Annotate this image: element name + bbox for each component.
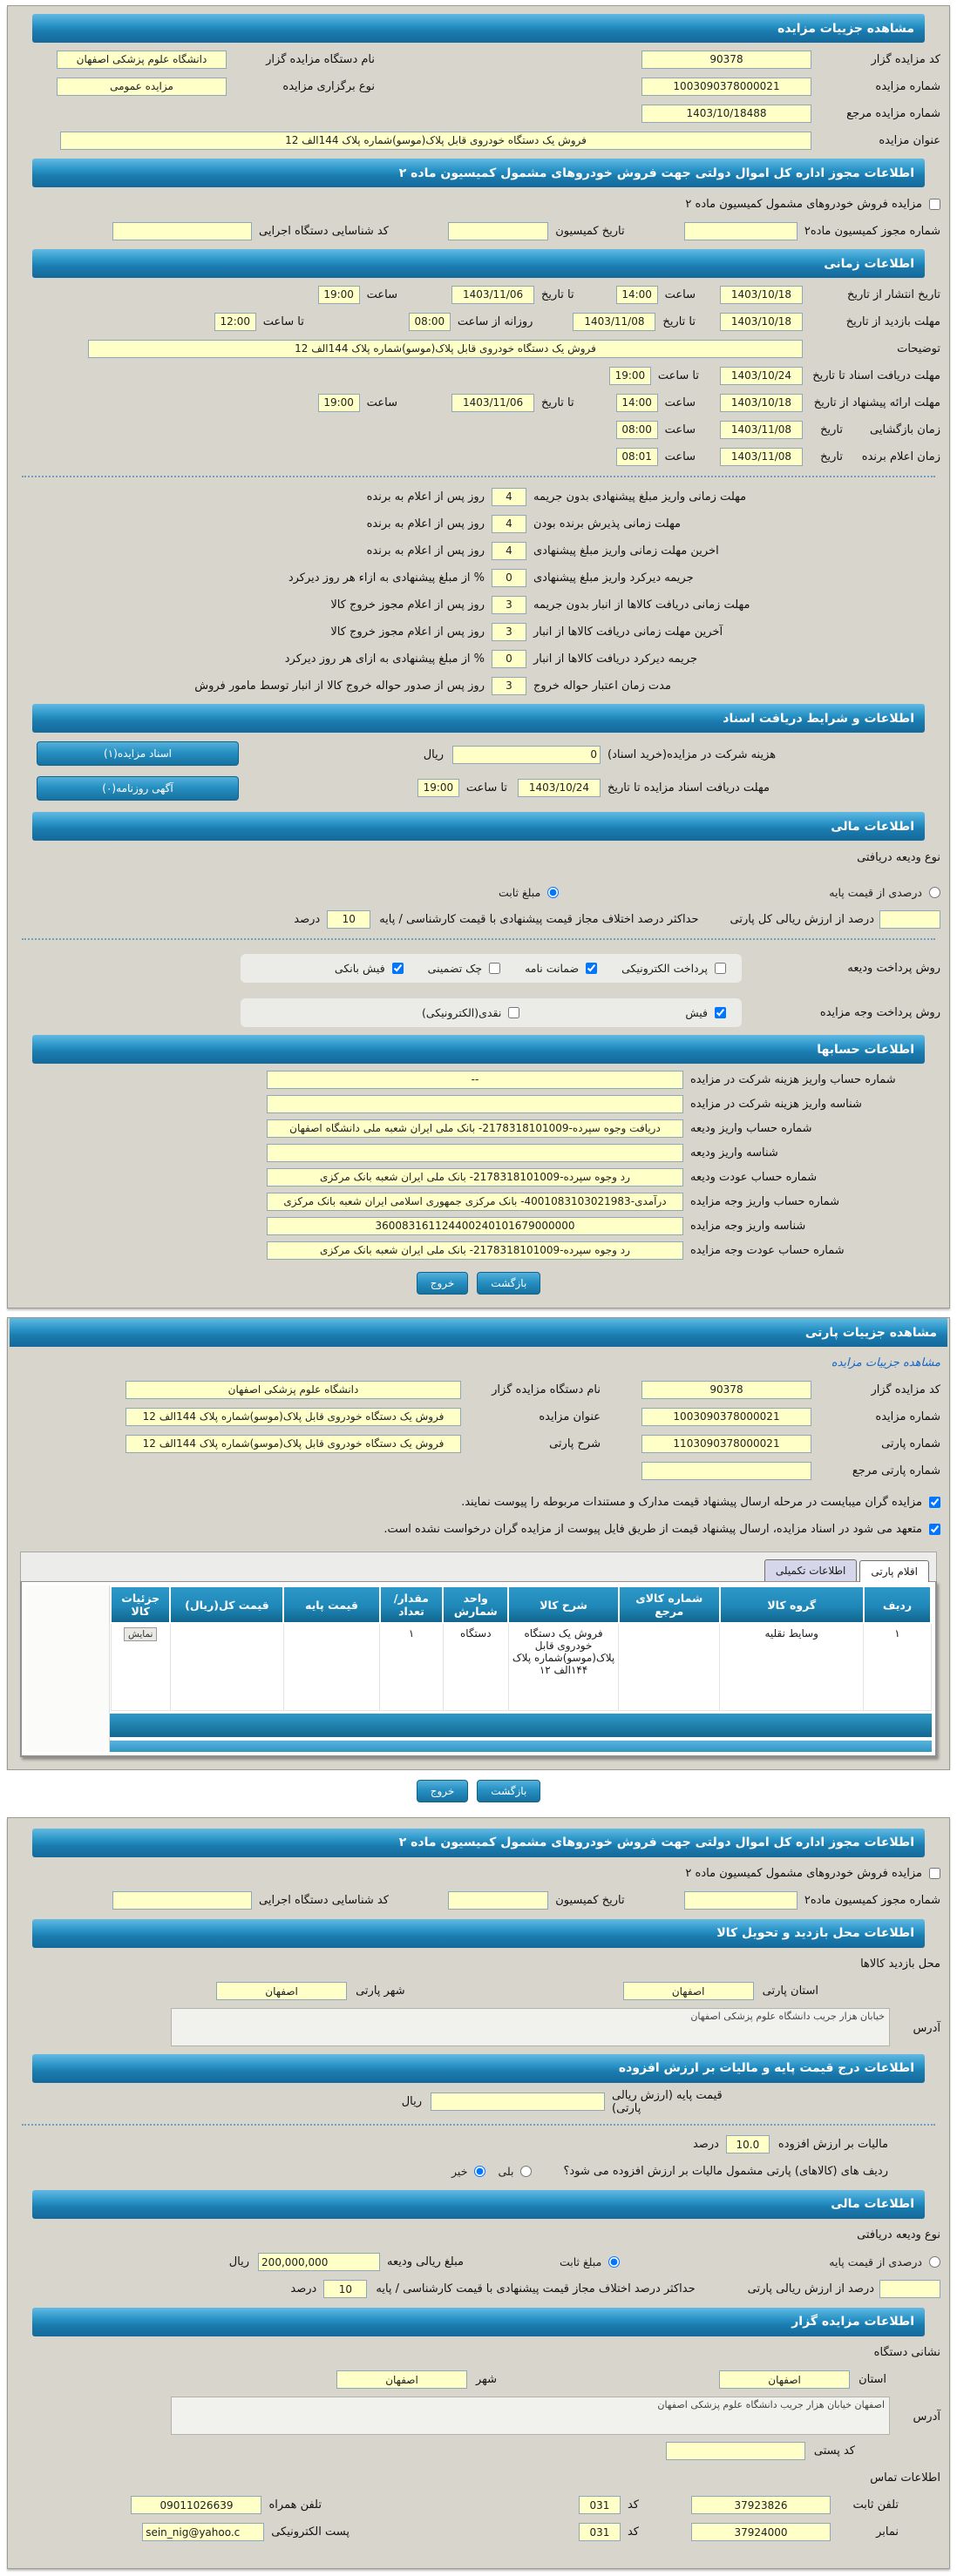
penalty-value[interactable] (492, 542, 526, 560)
account-field[interactable] (267, 1193, 683, 1211)
penalty-value[interactable] (492, 650, 526, 668)
cell-ref-goods-no (619, 1623, 720, 1710)
docs-deadline2-label: مهلت دریافت اسناد مزایده تا تاریخ (607, 781, 770, 794)
bidder-code-field[interactable] (641, 51, 811, 69)
deposit-type-label: نوع ودیعه دریافتی (857, 850, 940, 864)
tab-party-items[interactable]: اقلام پارتی (859, 1560, 929, 1582)
permit-no-field-2[interactable] (684, 1891, 798, 1910)
hour-label: ساعت (664, 396, 696, 409)
account-field[interactable] (267, 1119, 683, 1138)
party-city-label: شهر پارتی (356, 1984, 405, 1998)
party-tabs (20, 1552, 937, 1581)
section-header-party-details (10, 1318, 947, 1347)
radio-percent-of-base-2[interactable]: درصدی از قیمت پایه (829, 2255, 940, 2268)
penalty-value[interactable] (492, 623, 526, 641)
notes-field[interactable] (88, 340, 803, 358)
party-details-panel (7, 1317, 950, 1770)
hour-label: ساعت (664, 450, 696, 463)
area-code-label: کد (627, 2498, 639, 2512)
cash-electronic-checkbox[interactable] (508, 1007, 519, 1018)
vat-label: مالیات بر ارزش افزوده (777, 2138, 888, 2151)
party-ref-field[interactable] (641, 1462, 811, 1480)
col-base-price: قیمت پایه (283, 1586, 379, 1623)
commission-date-label: تاریخ کمیسیون (555, 1894, 625, 1907)
party-province-label: استان پارتی (762, 1984, 818, 1998)
offer-time-to[interactable] (318, 394, 360, 412)
city-field[interactable] (336, 2370, 467, 2389)
offer-date-to[interactable] (451, 394, 534, 412)
deposit-amount-label: مبلغ ریالی ودیعه (387, 2255, 464, 2268)
winner-time[interactable] (616, 448, 658, 466)
docs-deadline-time[interactable] (609, 367, 651, 385)
account-field[interactable] (267, 1168, 683, 1187)
auction-pay-method-label: روش پرداخت وجه مزایده (819, 1006, 940, 1019)
party-auction-no-label: شماره مزایده (875, 1410, 940, 1423)
slip-checkbox[interactable] (715, 1007, 726, 1018)
auction-docs-button[interactable]: اسناد مزایده(۱) (37, 741, 239, 766)
penalty-label: مهلت زمانی پذیرش برنده بودن (533, 517, 682, 531)
account-field[interactable] (267, 1095, 683, 1113)
article2-checkbox-label: مزایده فروش خودروهای مشمول کمیسیون ماده ۲ (685, 197, 922, 211)
publish-date-from[interactable] (720, 286, 803, 304)
party-desc-field[interactable] (126, 1435, 461, 1453)
auction-no-field[interactable] (641, 78, 811, 96)
email-field[interactable] (142, 2523, 264, 2541)
party-auction-no-field[interactable] (641, 1408, 811, 1426)
no-file-offer-checkbox[interactable] (929, 1524, 940, 1535)
account-field[interactable] (267, 1217, 683, 1235)
party-no-label: شماره پارتی (881, 1437, 940, 1450)
dotted-divider (22, 938, 935, 940)
radio-vat-yes[interactable]: بلی (498, 2165, 532, 2178)
auction-type-field[interactable] (57, 78, 227, 96)
visit-date-to[interactable] (573, 313, 655, 331)
docs-deadline-label: مهلت دریافت اسناد تا تاریخ (812, 368, 940, 382)
opening-time-label: زمان بازگشایی (870, 423, 940, 436)
party-items-grid (20, 1581, 937, 1757)
org-address-label: آدرس (913, 2410, 940, 2424)
party-org-name-label: نام دستگاه مزایده گزار (492, 1383, 601, 1396)
section-header-financial-1 (32, 812, 925, 841)
mobile-field[interactable] (131, 2496, 261, 2514)
certified-check-checkbox[interactable] (489, 963, 500, 974)
section-title: اطلاعات مالی (831, 2197, 914, 2211)
phone-code-field[interactable] (579, 2496, 621, 2514)
table-header-row (111, 1586, 931, 1623)
province-label: استان (859, 2373, 886, 2386)
table-row (111, 1623, 931, 1710)
penalty-suffix: روز پس از اعلام به برنده (366, 517, 485, 531)
rial-label: ریال (228, 2255, 250, 2268)
vat-field[interactable] (726, 2135, 770, 2153)
cell-unit: دستگاه (443, 1623, 508, 1710)
ref-no-field[interactable] (641, 105, 811, 123)
phone-field[interactable] (691, 2496, 831, 2514)
max-diff-label: حداکثر درصد اختلاف مجاز قیمت پیشنهادی با قیمت کارشناسی / پایه (379, 912, 699, 926)
attachments-required-checkbox[interactable] (929, 1497, 940, 1508)
party-bidder-code-label: کد مزایده گزار (871, 1383, 940, 1396)
col-total-price: قیمت کل(ریال) (170, 1586, 283, 1623)
hour-label: ساعت (366, 396, 398, 409)
penalty-label: جریمه دیرکرد دریافت کالاها از انبار (533, 652, 697, 666)
section-title: اطلاعات حسابها (817, 1042, 914, 1057)
exec-id-field[interactable] (112, 222, 252, 240)
base-price-field[interactable] (431, 2093, 605, 2111)
fax-field[interactable] (691, 2523, 831, 2541)
party-org-name-field[interactable] (126, 1381, 461, 1399)
commission-date-field[interactable] (448, 222, 548, 240)
base-price-label: قیمت پایه (ارزش ریالی پارتی) (612, 2088, 723, 2115)
col-goods-desc: شرح کالا (508, 1586, 619, 1623)
permit-no-label: شماره مجوز کمیسیون ماده۲ (804, 224, 940, 238)
percent-of-party-value-label: درصد از ارزش ریالی پارتی (747, 2282, 874, 2295)
account-field[interactable] (267, 1241, 683, 1260)
back-button[interactable]: بازگشت (477, 1780, 540, 1802)
col-goods-group: گروه کالا (720, 1586, 864, 1623)
account-label: شماره حساب واریز هزینه شرکت در مزایده (690, 1072, 896, 1086)
percent-of-party-value-label: درصد از ارزش ریالی کل پارتی (730, 912, 874, 926)
party-province-field[interactable] (623, 1982, 754, 2000)
party-auction-title-field[interactable] (126, 1408, 461, 1426)
notes-label: توضیحات (897, 341, 940, 355)
section-title: اطلاعات و شرایط دریافت اسناد (723, 711, 914, 726)
penalty-label: مدت زمان اعتبار حواله خروج (533, 679, 671, 693)
visit-time-to[interactable] (214, 313, 256, 331)
cell-goods-desc: فروش یک دستگاه خودروی قابل پلاک(موسو)شماره پلاک ۱۴۴الف ۱۲ (508, 1623, 619, 1710)
section-title: اطلاعات محل بازدید و تحویل کالا (716, 1926, 914, 1940)
vat-yes-radio[interactable] (520, 2166, 532, 2177)
account-label: شماره حساب واریز وجه مزایده (690, 1194, 840, 1208)
docs-deadline-date[interactable] (720, 367, 803, 385)
city-label: شهر (476, 2373, 498, 2386)
hour-label: ساعت (664, 423, 696, 436)
phone-label: تلفن ثابت (852, 2498, 899, 2512)
to-date-label: تا تاریخ (662, 314, 696, 328)
party-address-label: آدرس (913, 2021, 940, 2035)
penalty-suffix: % از مبلغ پیشنهادی به ازاء هر روز دیرکرد (288, 571, 485, 585)
section-title: مشاهده جزییات مزایده (777, 21, 914, 36)
auction-title-field[interactable] (60, 132, 811, 150)
visit-date-label: مهلت بازدید از تاریخ (845, 314, 940, 328)
article2-checkbox-label: مزایده فروش خودروهای مشمول کمیسیون ماده ۲ (685, 1867, 922, 1880)
col-row-no: ردیف (864, 1586, 931, 1623)
winner-date[interactable] (720, 448, 803, 466)
grid-footer-bar (110, 1714, 932, 1737)
percent-of-base-radio-2[interactable] (929, 2256, 940, 2268)
penalty-value[interactable] (492, 569, 526, 587)
fax-code-field[interactable] (579, 2523, 621, 2541)
section-header-docs-conditions (32, 704, 925, 733)
col-qty: مقدار/ تعداد (380, 1586, 444, 1623)
percent-unit-label: درصد (290, 2282, 317, 2295)
hour-label: ساعت (366, 287, 398, 301)
dotted-divider (22, 476, 935, 477)
penalty-suffix: روز پس از صدور حواله خروج کالا از انبار توسط مامور فروش (194, 679, 485, 693)
section-title: اطلاعات مجوز اداره کل اموال دولتی جهت فروش خودروهای مشمول کمیسیون ماده ۲ (398, 1836, 914, 1849)
commission-date-label: تاریخ کمیسیون (555, 224, 625, 238)
exec-id-label: کد شناسایی دستگاه اجرایی (258, 224, 389, 238)
participation-cost-field[interactable] (452, 746, 601, 764)
docs-deadline2-date[interactable] (518, 779, 601, 797)
penalty-suffix: روز پس از اعلام مجوز خروج کالا (330, 598, 485, 612)
pay-option-guarantee[interactable]: ضمانت نامه (525, 962, 597, 975)
col-ref-goods-no: شماره کالای مرجع (619, 1586, 720, 1623)
date-word-label: تاریخ (820, 423, 843, 436)
opening-time[interactable] (616, 421, 658, 439)
party-city-field[interactable] (216, 1982, 347, 2000)
max-diff-label: حداکثر درصد اختلاف مجاز قیمت پیشنهادی با قیمت کارشناسی / پایه (376, 2282, 696, 2295)
pay-option-bank-slip[interactable]: فیش بانکی (335, 962, 404, 975)
rial-label: ریال (423, 747, 444, 761)
section-header-base-price-vat (32, 2054, 925, 2083)
percent-of-base-radio[interactable] (929, 887, 940, 898)
fixed-amount-radio-2[interactable] (608, 2256, 620, 2268)
section-title: اطلاعات درج قیمت پایه و مالیات بر ارزش افزوده (618, 2061, 914, 2075)
auction-type-label: نوع برگزاری مزایده (282, 79, 375, 93)
section-header-visit-location (32, 1919, 925, 1948)
postal-code-field[interactable] (666, 2442, 805, 2460)
account-label: شناسه واریز ودیعه (690, 1146, 778, 1160)
publish-time-from[interactable] (616, 286, 658, 304)
offer-time-from[interactable] (616, 394, 658, 412)
deposit-pay-method-label: روش پرداخت ودیعه (847, 962, 940, 975)
penalty-suffix: روز پس از اعلام به برنده (366, 490, 485, 504)
exec-id-label: کد شناسایی دستگاه اجرایی (258, 1894, 389, 1907)
section-header-permit (32, 159, 925, 187)
account-label: شناسه واریز وجه مزایده (690, 1219, 806, 1233)
radio-percent-of-base[interactable]: درصدی از قیمت پایه (829, 886, 940, 899)
account-field[interactable] (267, 1144, 683, 1162)
newspaper-ad-button[interactable]: آگهی روزنامه(۰) (37, 776, 239, 801)
penalty-suffix: % از مبلغ پیشنهادی به ازای هر روز دیرکرد (284, 652, 485, 666)
section-title: اطلاعات مزایده گزار (791, 2315, 914, 2329)
ref-no-label: شماره مزایده مرجع (846, 106, 940, 120)
party-bidder-code-field[interactable] (641, 1381, 811, 1399)
electronic-pay-checkbox[interactable] (715, 963, 726, 974)
view-details-button[interactable]: نمایش (124, 1627, 158, 1641)
grid-left-gutter (25, 1585, 110, 1752)
section-header-financial-2 (32, 2190, 925, 2219)
account-label: شماره حساب عودت وجه مزایده (690, 1243, 845, 1257)
visit-date-from[interactable] (720, 313, 803, 331)
to-date-label: تا تاریخ (541, 396, 574, 409)
percent-unit-label: درصد (692, 2138, 719, 2151)
col-unit: واحد شمارش (443, 1586, 508, 1623)
opening-date[interactable] (720, 421, 803, 439)
tab-additional-info[interactable]: اطلاعات تکمیلی (764, 1559, 857, 1581)
commission-date-field-2[interactable] (448, 1891, 548, 1910)
no-file-offer-label: متعهد می شود در اسناد مزایده، ارسال پیشنهاد قیمت از طریق فایل پیوست از مزایده گران درخواست نشده است. (383, 1522, 922, 1536)
publish-date-to[interactable] (451, 286, 534, 304)
to-hour-label: تا ساعت (262, 314, 304, 328)
to-date-label: تا تاریخ (541, 287, 574, 301)
party-no-field[interactable] (641, 1435, 811, 1453)
docs-deadline2-time[interactable] (417, 779, 459, 797)
section-title: اطلاعات مالی (831, 819, 914, 834)
grid-footer-bar-2 (110, 1741, 932, 1752)
party-items-table (110, 1585, 932, 1711)
visit-time-from[interactable] (409, 313, 451, 331)
cell-qty: ۱ (380, 1623, 444, 1710)
province-field[interactable] (719, 2370, 850, 2389)
org-name-field[interactable] (57, 51, 227, 69)
permit-no-label: شماره مجوز کمیسیون ماده۲ (804, 1894, 940, 1907)
org-address-field[interactable] (171, 2397, 890, 2435)
cell-row-no: ۱ (864, 1623, 931, 1710)
penalty-value[interactable] (492, 596, 526, 614)
pay-option-certified-check[interactable]: چک تضمینی (428, 962, 500, 975)
vat-question-label: ردیف های (کالاهای) پارتی مشمول مالیات بر ارزش افزوده می شود؟ (563, 2165, 888, 2178)
party-auction-title-label: عنوان مزایده (539, 1410, 601, 1423)
section-title: مشاهده جزییات پارتی (804, 1325, 937, 1340)
offer-date-from[interactable] (720, 394, 803, 412)
account-label: شناسه واریز هزینه شرکت در مزایده (690, 1097, 862, 1111)
fax-label: نمابر (876, 2525, 899, 2539)
permit-no-field[interactable] (684, 222, 798, 240)
rial-label: ریال (401, 2095, 422, 2108)
exec-id-field-2[interactable] (112, 1891, 252, 1910)
winner-time-label: زمان اعلام برنده (861, 450, 940, 463)
back-button[interactable]: بازگشت (477, 1272, 540, 1295)
auction-pay-options-group (241, 998, 742, 1027)
pay-option-cash-electronic[interactable]: نقدی(الکترونیکی) (422, 1006, 519, 1019)
visit-place-label: محل بازدید کالاها (860, 1957, 940, 1971)
org-address-title: نشانی دستگاه (873, 2346, 940, 2359)
daily-from-label: روزانه از ساعت (457, 314, 533, 328)
penalty-label: اخرین مهلت زمانی واریز مبلغ پیشنهادی (533, 544, 719, 558)
exit-button[interactable]: خروج (417, 1272, 469, 1295)
email-label: پست الکترونیکی (271, 2525, 350, 2539)
party-extra-panel (7, 1817, 950, 2569)
mobile-label: تلفن همراه (268, 2498, 322, 2512)
party-ref-label: شماره پارتی مرجع (852, 1464, 940, 1477)
postal-code-label: کد پستی (813, 2444, 855, 2458)
percent-unit-label: درصد (294, 912, 321, 926)
attachments-required-label: مزایده گران میبایست در مرحله ارسال پیشنهاد قیمت مدارک و مستندات مربوطه را پیوست نمایند. (461, 1495, 922, 1509)
penalty-label: مهلت زمانی دریافت کالاها از انبار بدون جریمه (533, 598, 750, 612)
penalty-label: مهلت زمانی واریز مبلغ پیشنهادی بدون جریمه (533, 490, 747, 504)
section-title: اطلاعات زمانی (824, 256, 914, 271)
account-label: شماره حساب عودت ودیعه (690, 1170, 818, 1184)
radio-vat-no[interactable]: خیر (451, 2165, 485, 2178)
account-field[interactable] (267, 1071, 683, 1089)
date-word-label: تاریخ (820, 450, 843, 463)
auction-details-link[interactable]: مشاهده جزییات مزایده (831, 1356, 940, 1369)
col-goods-details: جزئیات کالا (111, 1586, 170, 1623)
max-diff-field-2[interactable] (323, 2280, 367, 2298)
fixed-amount-radio[interactable] (547, 887, 559, 898)
auction-details-panel (7, 5, 950, 1308)
penalty-value[interactable] (492, 488, 526, 506)
org-name-label: نام دستگاه مزایده گزار (266, 52, 375, 66)
publish-date-label: تاریخ انتشار از تاریخ (846, 287, 940, 301)
section-header-auction-details (32, 14, 925, 43)
hour-label: ساعت (664, 287, 696, 301)
cell-base-price (283, 1623, 379, 1710)
bidder-code-label: کد مزایده گزار (871, 52, 940, 66)
party-desc-label: شرح پارتی (549, 1437, 601, 1450)
penalty-value[interactable] (492, 515, 526, 533)
penalty-suffix: روز پس از اعلام به برنده (366, 544, 485, 558)
penalty-label: جریمه دیرکرد واریز مبلغ پیشنهادی (533, 571, 694, 585)
section-header-accounts (32, 1035, 925, 1064)
bank-slip-checkbox[interactable] (392, 963, 404, 974)
pay-option-slip[interactable]: فیش (685, 1006, 726, 1019)
section-header-time-info (32, 249, 925, 278)
article2-checkbox-2[interactable] (929, 1868, 940, 1879)
auction-title-label: عنوان مزایده (879, 133, 940, 147)
section-header-permit-2 (32, 1829, 925, 1857)
offer-deadline-label: مهلت ارائه پیشنهاد از تاریخ (813, 396, 940, 409)
max-diff-field[interactable] (327, 910, 370, 929)
publish-time-to[interactable] (318, 286, 360, 304)
penalty-value[interactable] (492, 677, 526, 695)
contact-info-title: اطلاعات تماس (870, 2471, 940, 2485)
area-code-label: کد (627, 2525, 639, 2539)
deposit-pay-options-group (241, 954, 742, 983)
dotted-divider (22, 2124, 935, 2126)
guarantee-checkbox[interactable] (586, 963, 597, 974)
percent-of-party-value-field[interactable] (879, 910, 940, 929)
deposit-type-label: نوع ودیعه دریافتی (857, 2228, 940, 2241)
exit-button[interactable]: خروج (417, 1780, 469, 1802)
penalty-label: آخرین مهلت زمانی دریافت کالاها از انبار (533, 625, 723, 639)
article2-checkbox[interactable] (929, 199, 940, 210)
account-label: شماره حساب واریز ودیعه (690, 1121, 812, 1135)
deposit-amount-field[interactable] (258, 2253, 380, 2271)
radio-fixed-amount[interactable]: مبلغ ثابت (499, 886, 559, 899)
cell-total-price (170, 1623, 283, 1710)
vat-no-radio[interactable] (474, 2166, 485, 2177)
section-title: اطلاعات مجوز اداره کل اموال دولتی جهت فروش خودروهای مشمول کمیسیون ماده ۲ (398, 166, 914, 180)
section-header-auctioneer (32, 2308, 925, 2336)
participation-cost-label: هزینه شرکت در مزایده(خرید اسناد) (607, 747, 777, 761)
to-hour-label: تا ساعت (657, 368, 699, 382)
cell-goods-group: وسایط نقلیه (720, 1623, 864, 1710)
auction-no-label: شماره مزایده (875, 79, 940, 93)
to-hour-label: تا ساعت (465, 781, 507, 794)
radio-fixed-amount-2[interactable]: مبلغ ثابت (560, 2255, 620, 2268)
pay-option-electronic[interactable]: پرداخت الکترونیکی (621, 962, 726, 975)
percent-of-party-value-field-2[interactable] (879, 2280, 940, 2298)
penalty-suffix: روز پس از اعلام مجوز خروج کالا (330, 625, 485, 639)
